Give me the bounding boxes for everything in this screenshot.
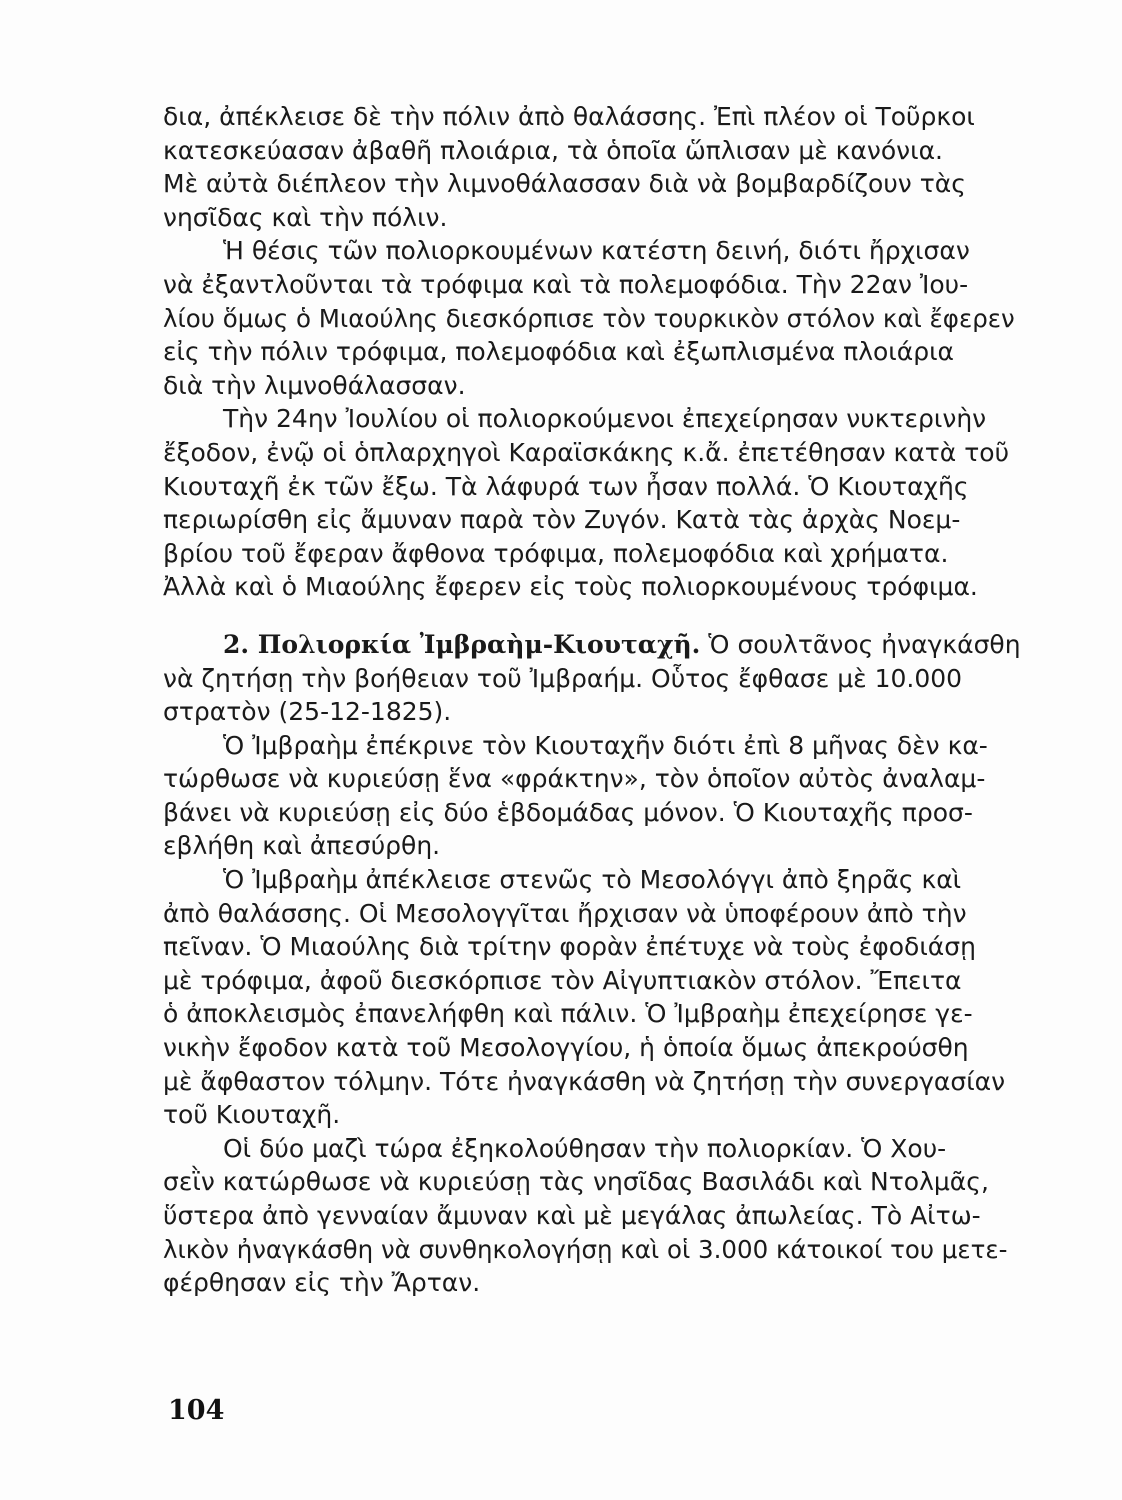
text-line: ἀπὸ θαλάσσης. Οἱ Μεσολογγῖται ἤρχισαν νὰ ὑποφέρουν ἀπὸ τὴν <box>163 898 967 928</box>
text-line: τοῦ Κιουταχῆ. <box>163 1100 341 1130</box>
section-spacer <box>163 604 1021 628</box>
paragraph-2 <box>163 234 1021 402</box>
text-line: διὰ τὴν λιμνοθάλασσαν. <box>163 370 466 400</box>
text-line: μὲ ἄφθαστον τόλμην. Τότε ἠναγκάσθη νὰ ζητήσῃ τὴν συνεργασίαν <box>163 1066 1006 1096</box>
section-heading: 2. Πολιορκία Ἰμβραὴμ-Κιουταχῆ. <box>223 629 701 659</box>
text-line: λικὸν ἠναγκάσθη νὰ συνθηκολογήσῃ καὶ οἱ 3.000 κάτοικοί του μετε- <box>163 1234 1008 1264</box>
paragraph-6 <box>163 1132 1021 1300</box>
text-line: Ἀλλὰ καὶ ὁ Μιαούλης ἔφερεν εἰς τοὺς πολιορκουμένους τρόφιμα. <box>163 572 978 602</box>
section-2 <box>163 628 1021 729</box>
text-line: Ἡ θέσις τῶν πολιορκουμένων κατέστη δεινή, διότι ἤρχισαν <box>223 236 970 266</box>
text-line: κατεσκεύασαν ἀβαθῆ πλοιάρια, τὰ ὁποῖα ὥπλισαν μὲ κανόνια. <box>163 135 944 165</box>
section-first-line <box>163 628 1021 662</box>
text-line: περιωρίσθη εἰς ἄμυναν παρὰ τὸν Ζυγόν. Κατὰ τὰς ἀρχὰς Νοεμ- <box>163 505 961 535</box>
text-line: δια, ἀπέκλεισε δὲ τὴν πόλιν ἀπὸ θαλάσσης. Ἐπὶ πλέον οἱ Τοῦρκοι <box>163 102 975 131</box>
text-line: εβλήθη καὶ ἀπεσύρθη. <box>163 831 441 861</box>
page-number: 104 <box>168 1395 225 1426</box>
text-line: ἔξοδον, ἐνῷ οἱ ὁπλαρχηγοὶ Καραϊσκάκης κ.ἄ. ἐπετέθησαν κατὰ τοῦ <box>163 437 1010 467</box>
paragraph-4 <box>163 729 1021 863</box>
text-line: Ὁ Ἰμβραὴμ ἀπέκλεισε στενῶς τὸ Μεσολόγγι ἀπὸ ξηρᾶς καὶ <box>223 865 962 895</box>
paragraph-3 <box>163 402 1021 604</box>
text-line: βρίου τοῦ ἔφεραν ἄφθονα τρόφιμα, πολεμοφόδια καὶ χρήματα. <box>163 538 949 568</box>
text-line: νὰ ἐξαντλοῦνται τὰ τρόφιμα καὶ τὰ πολεμοφόδια. Τὴν 22αν Ἰου- <box>163 269 969 299</box>
text-line: νὰ ζητήσῃ τὴν βοήθειαν τοῦ Ἰμβραήμ. Οὗτος ἔφθασε μὲ 10.000 <box>163 663 963 693</box>
text-line: εἰς τὴν πόλιν τρόφιμα, πολεμοφόδια καὶ ἐξωπλισμένα πλοιάρια <box>163 337 955 367</box>
text-line: βάνει νὰ κυριεύσῃ εἰς δύο ἑβδομάδας μόνον. Ὁ Κιουταχῆς προσ- <box>163 797 973 827</box>
text-line: Οἱ δύο μαζὶ τώρα ἐξηκολούθησαν τὴν πολιορκίαν. Ὁ Χου- <box>223 1133 947 1163</box>
text-line: Ὁ Ἰμβραὴμ ἐπέκρινε τὸν Κιουταχῆν διότι ἐπὶ 8 μῆνας δὲν κα- <box>223 730 988 760</box>
text-line: σεῒν κατώρθωσε νὰ κυριεύσῃ τὰς νησῖδας Βασιλάδι καὶ Ντολμᾶς, <box>163 1167 989 1197</box>
text-line: τώρθωσε νὰ κυριεύσῃ ἕνα «φράκτην», τὸν ὁποῖον αὐτὸς ἀναλαμ- <box>163 764 986 794</box>
text-line: πεῖναν. Ὁ Μιαούλης διὰ τρίτην φορὰν ἐπέτυχε νὰ τοὺς ἐφοδιάσῃ <box>163 932 976 962</box>
text-line: Τὴν 24ην Ἰουλίου οἱ πολιορκούμενοι ἐπεχείρησαν νυκτερινὴν <box>223 404 987 434</box>
text-line: ὁ ἀποκλεισμὸς ἐπανελήφθη καὶ πάλιν. Ὁ Ἰμβραὴμ ἐπεχείρησε γε- <box>163 999 973 1029</box>
text-line: λίου ὅμως ὁ Μιαούλης διεσκόρπισε τὸν τουρκικὸν στόλον καὶ ἔφερεν <box>163 303 1015 333</box>
text-line: στρατὸν (25-12-1825). <box>163 697 452 727</box>
text-line: νησῖδας καὶ τὴν πόλιν. <box>163 202 448 232</box>
text-line: Μὲ αὐτὰ διέπλεον τὴν λιμνοθάλασσαν διὰ νὰ βομβαρδίζουν τὰς <box>163 169 966 199</box>
text-line: μὲ τρόφιμα, ἀφοῦ διεσκόρπισε τὸν Αἰγυπτιακὸν στόλον. Ἔπειτα <box>163 965 962 995</box>
text-line: ὕστερα ἀπὸ γενναίαν ἄμυναν καὶ μὲ μεγάλας ἀπωλείας. Τὸ Αἰτω- <box>163 1201 981 1230</box>
paragraph-1 <box>163 100 1021 234</box>
text-column <box>163 100 1021 1300</box>
text-line: φέρθησαν εἰς τὴν Ἄρταν. <box>163 1268 481 1298</box>
paragraph-5 <box>163 863 1021 1132</box>
section-first-line-text: Ὁ σουλτᾶνος ἠναγκάσθη <box>700 629 1021 659</box>
text-line: Κιουταχῆ ἐκ τῶν ἔξω. Τὰ λάφυρά των ἦσαν πολλά. Ὁ Κιουταχῆς <box>163 471 969 501</box>
text-line: νικὴν ἔφοδον κατὰ τοῦ Μεσολογγίου, ἡ ὁποία ὅμως ἀπεκρούσθη <box>163 1033 969 1063</box>
